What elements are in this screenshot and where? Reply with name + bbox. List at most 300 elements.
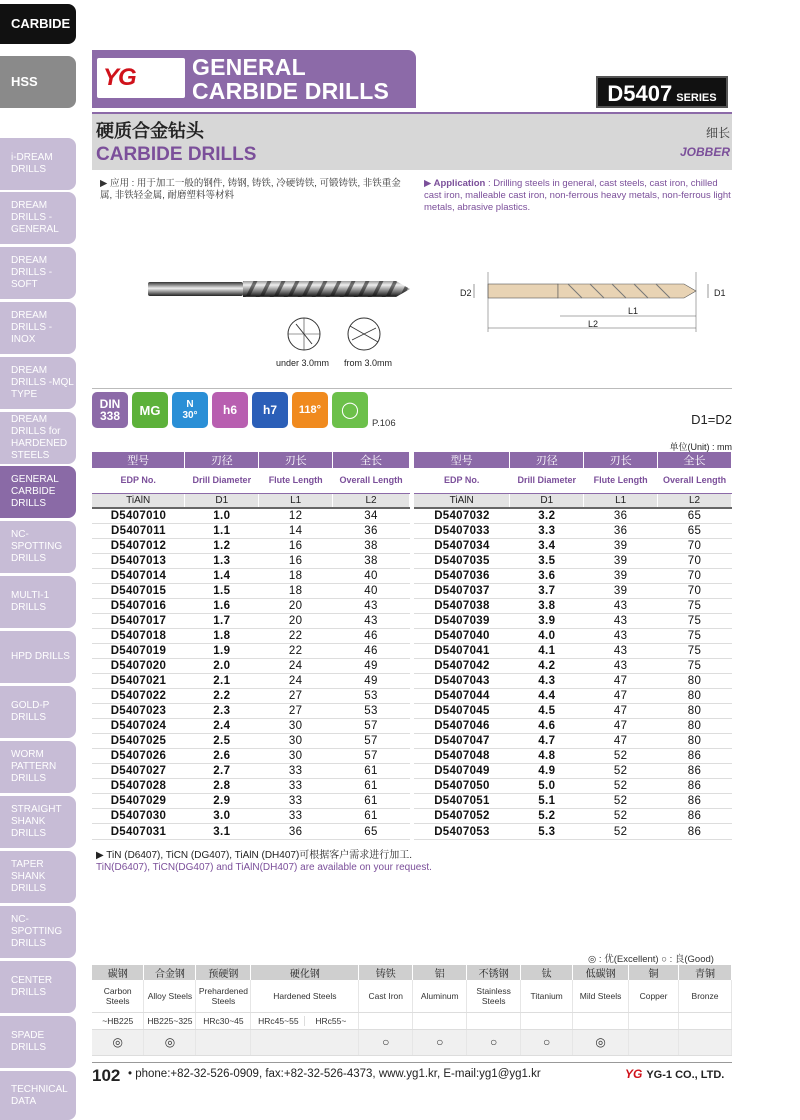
sidebar-tab-10[interactable]: MULTI-1 DRILLS [0,576,76,628]
cell-edp: D5407047 [414,734,510,749]
col-coating: TiAlN [92,493,185,508]
cell-l1: 52 [584,824,658,839]
cell-d1: 1.0 [185,508,259,523]
sidebar-tab-3[interactable]: DREAM DRILLS -GENERAL [0,192,76,244]
cell-l1: 52 [584,809,658,824]
cell-d1: 4.4 [510,689,584,704]
cell-d1: 1.5 [185,583,259,598]
cell-l2: 70 [658,583,732,598]
cell-l2: 65 [658,523,732,538]
material-suitability-table [92,965,732,1056]
company-name: YG-1 CO., LTD. [646,1069,725,1081]
cell-edp: D5407048 [414,749,510,764]
cell-l2: 75 [658,613,732,628]
cell-l1: 18 [259,568,333,583]
type-en: JOBBER [679,145,730,159]
table-row [414,824,732,839]
cell-l2: 36 [333,523,410,538]
rating-cell: ◎ [144,1029,196,1055]
cell-l2: 65 [333,824,410,839]
coating-notes [96,850,432,874]
cell-l1: 47 [584,719,658,734]
cell-l2: 53 [333,689,410,704]
cell-d1: 3.1 [185,824,259,839]
cell-l1: 12 [259,508,333,523]
cell-edp: D5407013 [92,553,185,568]
tip-sections [282,312,402,360]
table-row [92,734,410,749]
cell-d1: 2.9 [185,794,259,809]
table-row [92,749,410,764]
material-en: Cast Iron [359,980,413,1012]
hardness [359,1012,413,1029]
title-line-2: CARBIDE DRILLS [192,78,390,104]
series-suffix: SERIES [676,92,717,104]
footer-company [625,1067,724,1081]
logo-text: YG [103,64,136,91]
table-row [414,704,732,719]
contact-info: • phone:+82-32-526-0909, fax:+82-32-526-4373, www.yg1.kr, E-mail:yg1@yg1.kr [128,1068,541,1080]
cell-d1: 1.6 [185,598,259,613]
table-row [414,628,732,643]
cell-d1: 2.6 [185,749,259,764]
series-code: D5407 [607,81,673,106]
cell-l1: 27 [259,704,333,719]
type-cn: 细长 [705,126,730,140]
cell-d1: 3.5 [510,553,584,568]
sidebar-tab-6[interactable]: DREAM DRILLS -MQL TYPE [0,357,76,409]
rating-cell [629,1029,679,1055]
table-row [414,719,732,734]
col-l2: L2 [333,493,410,508]
cell-edp: D5407042 [414,658,510,673]
sidebar-tab-7[interactable]: DREAM DRILLS for HARDENED STEELS [0,412,76,464]
cell-l1: 52 [584,779,658,794]
din-icon [92,392,128,428]
cell-edp: D5407012 [92,538,185,553]
cell-d1: 4.8 [510,749,584,764]
cell-edp: D5407027 [92,764,185,779]
rating-cell: ○ [521,1029,573,1055]
cell-l1: 43 [584,628,658,643]
cell-edp: D5407023 [92,704,185,719]
cell-l1: 36 [584,508,658,523]
yg-logo [97,58,185,98]
cell-d1: 2.5 [185,734,259,749]
cell-l2: 86 [658,824,732,839]
cell-d1: 2.8 [185,779,259,794]
table-row [414,553,732,568]
table-row [92,794,410,809]
point-angle-label: 118° [298,404,322,416]
cell-l1: 24 [259,674,333,689]
cell-l1: 14 [259,523,333,538]
material-en: Carbon Steels [92,980,144,1012]
cell-l2: 80 [658,689,732,704]
rating-cell [251,1029,359,1055]
footer-logo: YG [625,1067,643,1081]
sidebar-tab-16[interactable]: NC-SPOTTING DRILLS [0,906,76,958]
h7-label: h7 [262,403,277,417]
table-row [92,824,410,839]
cell-l2: 86 [658,764,732,779]
cell-edp: D5407034 [414,538,510,553]
table-row [414,508,732,523]
cell-edp: D5407018 [92,628,185,643]
cell-l1: 52 [584,794,658,809]
table-row [414,538,732,553]
cell-edp: D5407036 [414,568,510,583]
col-l2: L2 [658,493,732,508]
material-cn: 碳钢 [92,965,144,980]
cell-d1: 3.2 [510,508,584,523]
material-cn: 硬化钢 [251,965,359,980]
material-en: Bronze [679,980,732,1012]
col-d1: D1 [510,493,584,508]
cell-d1: 2.1 [185,674,259,689]
drill-photo [148,276,413,304]
col-flute-length: Flute Length [584,468,658,493]
material-en: Titanium [521,980,573,1012]
cell-edp: D5407039 [414,613,510,628]
cell-l2: 43 [333,613,410,628]
rating-cell: ○ [467,1029,521,1055]
hardness [679,1012,732,1029]
table-row [414,523,732,538]
cell-d1: 2.2 [185,689,259,704]
dim-d2: D2 [460,288,472,298]
note-en: TiN(D6407), TiCN(DG407) and TiAlN(DH407) are available on your request. [96,862,432,873]
cell-l2: 49 [333,674,410,689]
rating-cell: ○ [413,1029,467,1055]
cell-l1: 52 [584,749,658,764]
mg-label: MG [139,402,161,418]
title-line-1: GENERAL [192,54,306,80]
cell-l2: 86 [658,749,732,764]
cell-l1: 33 [259,779,333,794]
cell-l2: 61 [333,809,410,824]
hardness [467,1012,521,1029]
cell-l2: 80 [658,734,732,749]
cell-d1: 2.0 [185,658,259,673]
rating-cell: ○ [359,1029,413,1055]
cell-d1: 2.4 [185,719,259,734]
material-en: Aluminum [413,980,467,1012]
material-cn: 低碳钢 [573,965,629,980]
cell-l1: 18 [259,583,333,598]
d1-equals-d2: D1=D2 [691,412,732,427]
col-overall-length: Overall Length [658,468,732,493]
rating-cell: ◎ [92,1029,144,1055]
cell-l2: 57 [333,734,410,749]
mg-grade-icon [132,392,168,428]
material-cn: 预硬钢 [196,965,251,980]
cell-l2: 75 [658,658,732,673]
label-from-3mm: from 3.0mm [344,358,393,368]
cell-edp: D5407022 [92,689,185,704]
cell-edp: D5407016 [92,598,185,613]
subtitle-cn: 硬质合金钻头 [96,121,204,141]
material-cn: 合金钢 [144,965,196,980]
din-number: 338 [99,409,121,423]
cell-edp: D5407049 [414,764,510,779]
cell-l2: 38 [333,538,410,553]
unit-label: 单位(Unit) : mm [669,442,732,452]
table-row [414,583,732,598]
cell-d1: 3.4 [510,538,584,553]
sidebar-tab-5[interactable]: DREAM DRILLS -INOX [0,302,76,354]
cell-l2: 46 [333,643,410,658]
rating-cell: ◎ [573,1029,629,1055]
cell-d1: 4.9 [510,764,584,779]
cell-l2: 43 [333,598,410,613]
table-row [92,658,410,673]
cell-edp: D5407020 [92,658,185,673]
cell-l1: 47 [584,734,658,749]
cell-d1: 4.0 [510,628,584,643]
col-edp: EDP No. [92,468,185,493]
cell-d1: 2.7 [185,764,259,779]
material-en: Copper [629,980,679,1012]
sidebar-tab-11[interactable]: HPD DRILLS [0,631,76,683]
dim-l2: L2 [588,319,599,329]
col-l1: L1 [584,493,658,508]
series-badge [596,76,728,108]
col-diameter-cn: 刃径 [185,452,259,468]
material-cn: 铝 [413,965,467,980]
col-overall-cn: 全长 [333,452,410,468]
cell-d1: 3.6 [510,568,584,583]
dimension-drawing [460,270,730,340]
cell-edp: D5407044 [414,689,510,704]
hardness: ~HB225 [92,1012,144,1029]
material-cn: 钛 [521,965,573,980]
cell-l1: 30 [259,719,333,734]
cell-d1: 3.3 [510,523,584,538]
table-row [414,764,732,779]
spec-table-right [414,452,732,840]
table-row [414,568,732,583]
cell-l1: 52 [584,764,658,779]
cell-d1: 5.0 [510,779,584,794]
sidebar-tab-4[interactable]: DREAM DRILLS -SOFT [0,247,76,299]
sidebar-tab-18[interactable]: SPADE DRILLS [0,1016,76,1068]
cell-l2: 65 [658,508,732,523]
sidebar-tab-2[interactable]: i-DREAM DRILLS [0,138,76,190]
cell-edp: D5407050 [414,779,510,794]
helix-angle-label: 30° [182,410,198,421]
cell-l2: 61 [333,779,410,794]
cell-l2: 61 [333,764,410,779]
table-row [92,508,410,523]
material-cn: 铸铁 [359,965,413,980]
col-model-cn: 型号 [414,452,510,468]
hardness: HRc55~ [315,1015,347,1026]
cell-d1: 5.1 [510,794,584,809]
cell-d1: 1.7 [185,613,259,628]
cell-l2: 38 [333,553,410,568]
material-en: Stainless Steels [467,980,521,1012]
diameter-tolerance-icon [252,392,288,428]
sidebar-tab-8[interactable]: GENERAL CARBIDE DRILLS [0,466,76,518]
table-row [92,779,410,794]
cell-l1: 20 [259,613,333,628]
cell-l2: 40 [333,583,410,598]
col-drill-diameter: Drill Diameter [510,468,584,493]
cell-l1: 33 [259,794,333,809]
cell-d1: 3.9 [510,613,584,628]
dim-l1: L1 [628,306,639,316]
cell-l2: 40 [333,568,410,583]
label-under-3mm: under 3.0mm [276,358,330,368]
table-row [414,598,732,613]
cell-l2: 70 [658,568,732,583]
cell-edp: D5407040 [414,628,510,643]
page-number: 102 [92,1066,121,1085]
subtitle-en: CARBIDE DRILLS [96,144,257,165]
table-row [414,674,732,689]
cell-l2: 49 [333,658,410,673]
col-overall-length: Overall Length [333,468,410,493]
sidebar-tab-9[interactable]: NC-SPOTTING DRILLS [0,521,76,573]
cell-edp: D5407043 [414,674,510,689]
cell-l2: 34 [333,508,410,523]
application-text: : Drilling steels in general, cast steels, cast iron, chilled cast iron, malleable cast iron, non-ferrous heavy metals, non-ferrous light metals, abrasive plastics. [424,178,731,213]
cell-d1: 4.1 [510,643,584,658]
helix-angle-icon [172,392,208,428]
rating-cell [196,1029,251,1055]
material-cn: 青铜 [679,965,732,980]
table-row [92,809,410,824]
material-cn: 不锈钢 [467,965,521,980]
cell-l2: 70 [658,538,732,553]
material-en: Mild Steels [573,980,629,1012]
table-row [414,794,732,809]
rating-cell [679,1029,732,1055]
cell-l1: 27 [259,689,333,704]
cell-l1: 39 [584,568,658,583]
table-row [414,734,732,749]
cell-edp: D5407029 [92,794,185,809]
hardness [521,1012,573,1029]
sidebar-tab-13[interactable]: WORM PATTERN DRILLS [0,741,76,793]
col-model-cn: 型号 [92,452,185,468]
dim-d1: D1 [714,288,726,298]
sidebar-tab-19[interactable]: TECHNICAL DATA [0,1071,76,1120]
material-en: Alloy Steels [144,980,196,1012]
table-row [92,538,410,553]
col-coating: TiAlN [414,493,510,508]
cell-edp: D5407014 [92,568,185,583]
table-row [92,689,410,704]
cell-l1: 36 [259,824,333,839]
sidebar-tab-14[interactable]: STRAIGHT SHANK DRILLS [0,796,76,848]
cell-d1: 4.6 [510,719,584,734]
cell-l2: 53 [333,704,410,719]
cell-edp: D5407038 [414,598,510,613]
coolant-icon: ◯ [332,392,368,428]
cell-l1: 39 [584,553,658,568]
cell-d1: 4.5 [510,704,584,719]
col-flute-length: Flute Length [259,468,333,493]
cell-l1: 30 [259,734,333,749]
cell-d1: 3.7 [510,583,584,598]
application-label: ▶ Application [424,178,486,189]
cell-edp: D5407033 [414,523,510,538]
cell-edp: D5407025 [92,734,185,749]
sidebar-tab-15[interactable]: TAPER SHANK DRILLS [0,851,76,903]
col-flute-cn: 刃长 [584,452,658,468]
table-row [92,764,410,779]
table-row [414,643,732,658]
spec-table-left [92,452,410,840]
table-row [92,523,410,538]
col-flute-cn: 刃长 [259,452,333,468]
divider [92,388,732,389]
sidebar-tab-1[interactable]: HSS [0,56,76,108]
table-row [92,628,410,643]
material-en: Hardened Steels [251,980,359,1012]
cell-edp: D5407028 [92,779,185,794]
cell-l2: 46 [333,628,410,643]
sidebar-tab-0[interactable]: CARBIDE [0,4,76,44]
cell-l1: 47 [584,689,658,704]
cell-l2: 86 [658,794,732,809]
h6-label: h6 [222,403,237,417]
cell-d1: 5.3 [510,824,584,839]
cell-l2: 80 [658,674,732,689]
cell-l2: 75 [658,643,732,658]
cell-d1: 2.3 [185,704,259,719]
cell-l2: 80 [658,704,732,719]
application-en [424,178,736,214]
cell-l2: 61 [333,794,410,809]
cell-l1: 22 [259,643,333,658]
sidebar-tab-12[interactable]: GOLD-P DRILLS [0,686,76,738]
shank-tolerance-icon [212,392,248,428]
cell-d1: 4.3 [510,674,584,689]
cell-l2: 86 [658,809,732,824]
note-cn: ▶ TiN (D6407), TiCN (DG407), TiAlN (DH407)可根据客户需求进行加工. [96,850,413,861]
footer-divider [92,1062,732,1063]
table-row [414,658,732,673]
point-angle-icon [292,392,328,428]
cell-l1: 22 [259,628,333,643]
cell-d1: 1.3 [185,553,259,568]
page-reference: P.106 [372,418,396,429]
table-row [92,674,410,689]
hardness: HRc30~45 [196,1012,251,1029]
cell-edp: D5407019 [92,643,185,658]
sidebar [0,0,76,1120]
cell-d1: 4.7 [510,734,584,749]
cell-d1: 3.0 [185,809,259,824]
cell-l1: 33 [259,809,333,824]
table-row [92,704,410,719]
col-d1: D1 [185,493,259,508]
cell-l1: 47 [584,674,658,689]
cell-d1: 1.1 [185,523,259,538]
cell-l1: 24 [259,658,333,673]
cell-edp: D5407017 [92,613,185,628]
rating-legend: ◎ : 优(Excellent) ○ : 良(Good) [588,954,714,965]
drill-flute [243,281,410,297]
cell-l2: 75 [658,598,732,613]
cell-l1: 47 [584,704,658,719]
cell-l1: 30 [259,749,333,764]
sidebar-tab-17[interactable]: CENTER DRILLS [0,961,76,1013]
table-row [92,719,410,734]
